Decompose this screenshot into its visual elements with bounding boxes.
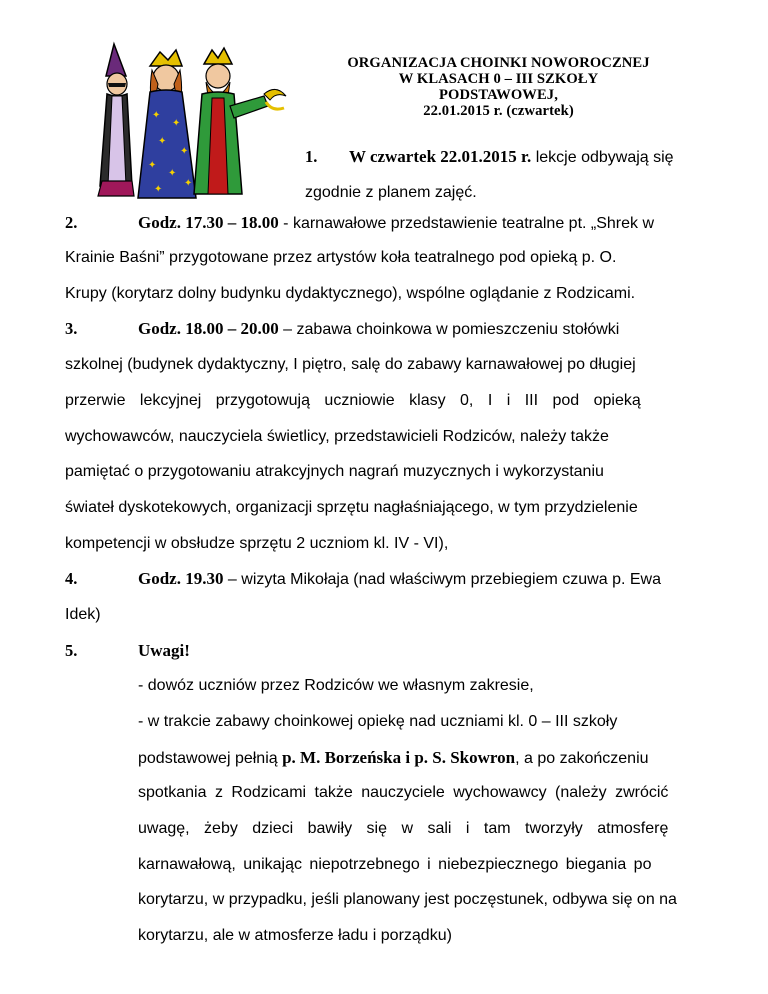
item-1-number: 1. [305,147,318,166]
item-3-line-1-rest: – zabawa choinkowa w pomieszczeniu stołówki [278,321,620,338]
item-5-bullet-2-line-3: spotkania z Rodzicami także nauczyciele wychowawcy (należy zwrócić [138,784,669,801]
item-3-line-2: szkolnej (budynek dydaktyczny, I piętro, salę do zabawy karnawałowej po długiej [65,356,636,373]
item-2-bold: Godz. 17.30 – 18.00 [138,213,279,232]
svg-text:✦: ✦ [158,136,167,147]
item-1-line-2: zgodnie z planem zajęć. [305,184,477,201]
item-2-line-1-rest: - karnawałowe przedstawienie teatralne pt. „Shrek w [278,215,655,232]
item-4-bold: Godz. 19.30 [138,569,224,588]
item-3-line-3: przerwie lekcyjnej przygotowują uczniowie klasy 0, I i III pod opieką [65,392,641,409]
item-4-line-2: Idek) [65,606,101,623]
item-3-line-6: świateł dyskotekowych, organizacji sprzętu nagłaśniającego, w tym przydzielenie [65,499,638,516]
item-5-bullet-2-line-1: - w trakcie zabawy choinkowej opiekę nad uczniami kl. 0 – III szkoły [138,713,618,730]
item-4-line-1 [138,569,661,590]
item-1-line-1 [349,147,702,168]
item-2-line-3: Krupy (korytarz dolny budynku dydaktycznego), wspólne oglądanie z Rodzicami. [65,285,636,302]
item-5-teachers-bold: p. M. Borzeńska i p. S. Skowron [282,748,516,767]
svg-text:✦: ✦ [168,168,177,179]
item-5-bold: Uwagi! [138,641,190,660]
svg-text:✦: ✦ [154,184,163,195]
item-2-number: 2. [65,213,78,232]
item-4-line-1-rest: – wizyta Mikołaja (nad właściwym przebiegiem czuwa p. Ewa [223,571,661,588]
item-5-bullet-2-line-2-pre: podstawowej pełnią [138,750,283,767]
item-5-bullet-1: - dowóz uczniów przez Rodziców we własnym zakresie, [138,677,534,694]
item-5-bullet-2-line-2-post: , a po zakończeniu [515,750,649,767]
item-5-bullet-2-line-5: karnawałową, unikając niepotrzebnego i niebezpiecznego biegania po [138,856,652,873]
item-5-number: 5. [65,641,78,660]
item-5-bullet-2-line-6: korytarzu, w przypadku, jeśli planowany jest poczęstunek, odbywa się on na [138,891,677,908]
document-title [296,55,701,119]
three-kings-clipart [92,36,292,206]
item-2-line-2: Krainie Baśni” przygotowane przez artystów koła teatralnego pod opieką p. O. [65,249,617,266]
svg-text:✦: ✦ [180,146,189,157]
svg-text:✦: ✦ [152,110,161,121]
item-3-line-1 [138,319,619,340]
item-3-line-5: pamiętać o przygotowaniu atrakcyjnych nagrań muzycznych i wykorzystaniu [65,463,604,480]
item-4-number: 4. [65,569,78,588]
item-3-line-4: wychowawców, nauczyciela świetlicy, przedstawicieli Rodziców, należy także [65,428,609,445]
title-line-1: ORGANIZACJA CHOINKI NOWOROCZNEJ [347,55,650,71]
title-line-4: 22.01.2015 r. (czwartek) [423,103,574,119]
item-2-line-1 [138,213,703,234]
item-1-bold: W czwartek 22.01.2015 r. [349,147,532,166]
item-3-line-7: kompetencji w obsłudze sprzętu 2 uczniom kl. IV - VI), [65,535,449,552]
item-5-bullet-2-line-2 [138,748,649,769]
item-1-line-1-rest: lekcje odbywają się [531,149,674,166]
svg-text:✦: ✦ [172,118,181,129]
svg-text:✦: ✦ [148,160,157,171]
title-line-3: PODSTAWOWEJ, [439,87,558,103]
svg-text:✦: ✦ [184,178,193,189]
title-line-2: W KLASACH 0 – III SZKOŁY [398,71,599,87]
item-3-bold: Godz. 18.00 – 20.00 [138,319,279,338]
item-5-bullet-2-line-7: korytarzu, ale w atmosferze ładu i porządku) [138,927,452,944]
item-5-bullet-2-line-4: uwagę, żeby dzieci bawiły się w sali i tam tworzyły atmosferę [138,820,669,837]
item-3-number: 3. [65,319,78,338]
